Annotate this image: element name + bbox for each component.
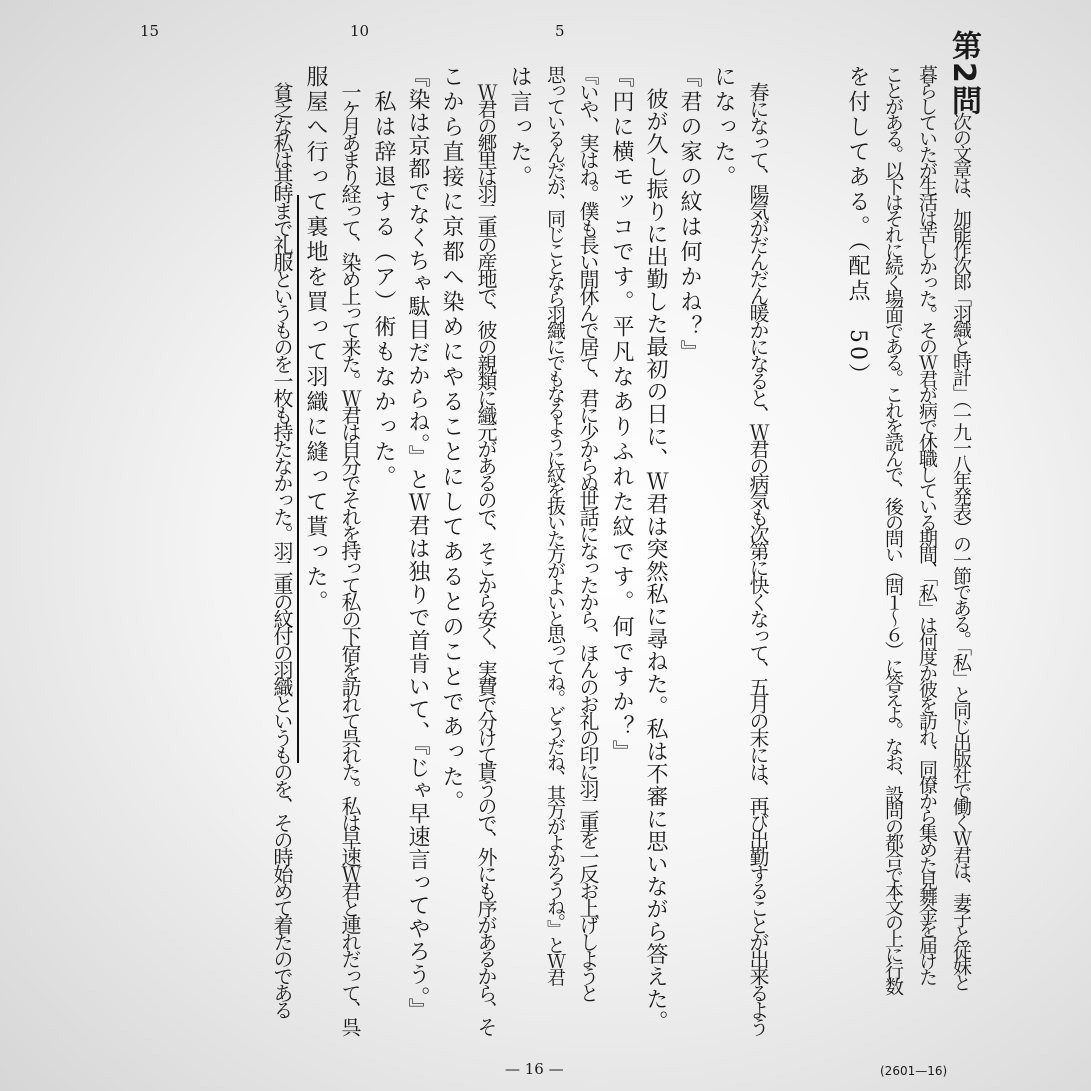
page-number: — 16 —: [505, 1060, 564, 1078]
text-column: になった。: [711, 65, 736, 190]
text-column: 一ケ月あまり経って、染め上って来た。Ｗ君は自分でそれを持って私の下宿を訪れて呉れた。私は早速Ｗ君と連れだって、呉: [338, 65, 362, 1034]
text-column: こから直接に京都へ染めにやることにしてあるとのことであった。: [439, 65, 464, 815]
text-column: 彼が久し振りに出勤した最初の日に、Ｗ君は突然私に尋ねた。私は不審に思いながら答えた。: [643, 65, 668, 1033]
text-column: 貧乏な私は其時まで礼服というものを一枚も持たなかった。羽二重の紋付の羽織というものを、その時始めて着たのである: [270, 65, 294, 1017]
text-column: 『いや、実はね。僕も長い間休んで居て、君に少からぬ世話になったから、ほんのお礼の印に羽二重を一反お上げしようと: [576, 65, 600, 1000]
underline-mark-a: [297, 195, 299, 763]
text-column: は言った。: [507, 65, 532, 190]
text-column: 思っているんだが、同じことなら羽織にでもなるように紋を抜いた方がよいと思ってね。どうだね、其方がよかろうね。』とＷ君: [544, 65, 566, 984]
text-column: 『君の家の紋は何かね？』: [677, 65, 702, 365]
text-column: 春になって、陽気がだんだん暖かになると、Ｗ君の病気も次第に快くなって、五月の末には、再び出勤することが出来るよう: [746, 65, 770, 1034]
text-column: 『染は京都でなくちゃ駄目だからね。』とＷ君は独りで首肯いて、『じゃ早速言ってやろう。』: [405, 65, 430, 1021]
text-column: ことがある。以下はそれに続く場面である。これを読んで、後の問い（問１～６）に答えよ。なお、設問の都合で本文の上に行数: [882, 65, 904, 993]
page-code: (2601—16): [880, 1064, 948, 1078]
text-column: 私は辞退する（ア）術もなかった。: [371, 65, 396, 490]
line-number-15: 15: [140, 22, 160, 40]
text-column: 暮らしていたが生活は苦しかった。そのＷ君が病で休職している期間、「私」は何度か彼を訪れ、同僚から集めた見舞金を届けた: [916, 65, 938, 984]
text-column: を付してある。（配点 50）: [845, 65, 870, 388]
text-column: 『円に横モッコです。平凡なありふれた紋です。何ですか？』: [609, 65, 634, 765]
question-heading: 第2問: [946, 30, 981, 117]
text-column: Ｗ君の郷里は羽二重の産地で、彼の親類に織元があるので、そこから安く、実費で分けて貰うので、外にも序があるから、そ: [474, 65, 498, 1034]
line-number-5: 5: [555, 22, 565, 40]
text-column: 服屋へ行って裏地を買って羽織に縫って貰った。: [303, 65, 328, 615]
line-number-10: 10: [350, 22, 370, 40]
text-column: 次の文章は、加能作次郎「羽織と時計」（一九一八年発表）の一節である。「私」と同じ出版社で働くＷ君は、妻子と従妹と: [950, 112, 972, 989]
